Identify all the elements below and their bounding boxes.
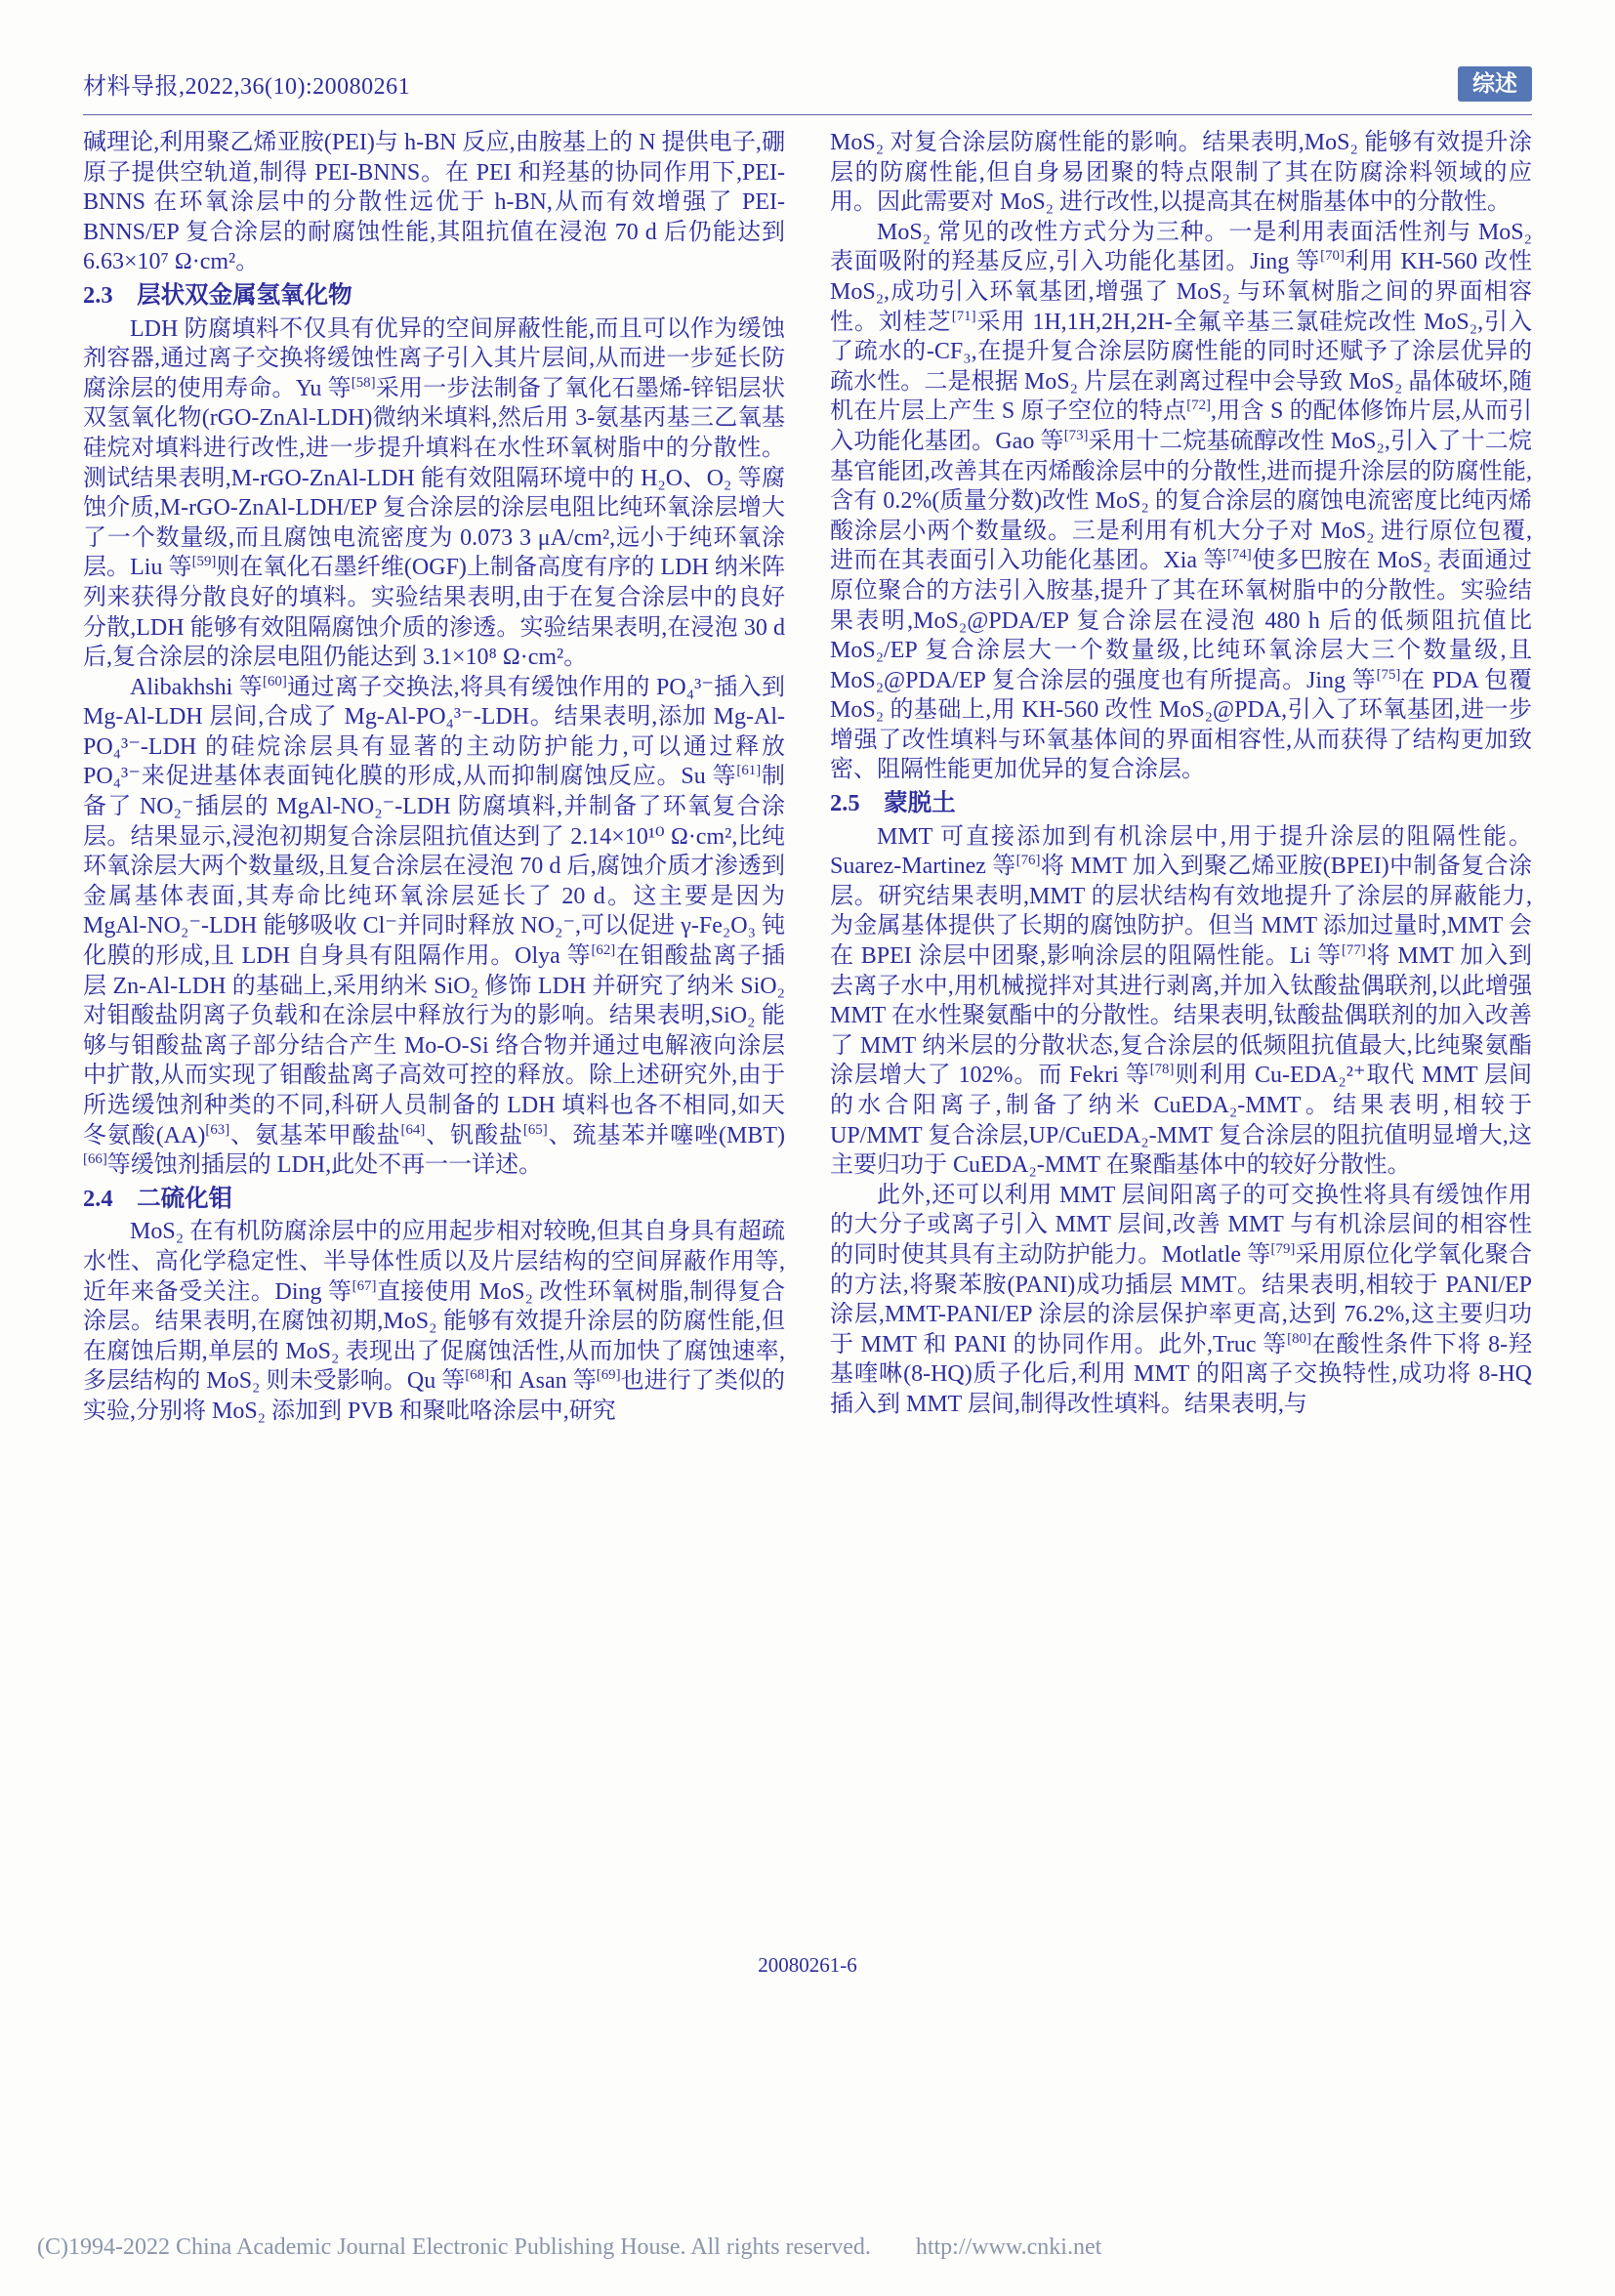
copyright-footer (37, 2234, 1578, 2261)
paragraph-ldh-alibakhshi-olya: Alibakhshi 等[60]通过离子交换法,将具有缓蚀作用的 PO₄³⁻插入到 Mg-Al-LDH 层间,合成了 Mg-Al-PO₄³⁻-LDH。结果表明,添加 Mg-Al-PO₄³⁻-LDH 的硅烷涂层具有显著的主动防护能力,可以通过释放 PO₄³⁻来促进基体表面钝化膜的形成,从而抑制腐蚀反应。Su 等[61]制备了 NO₂⁻插层的 MgAl-NO₂⁻-LDH 防腐填料,并制备了环氧复合涂层。结果显示,浸泡初期复合涂层阻抗值达到了 2.14×10¹⁰ Ω·cm²,比纯环氧涂层大两个数量级,且复合涂层在浸泡 70 d 后,腐蚀介质才渗透到金属基体表面,其寿命比纯环氧涂层延长了 20 d。这主要是因为 MgAl-NO₂⁻-LDH 能够吸收 Cl⁻并同时释放 NO₂⁻,可以促进 γ-Fe₂O₃ 钝化膜的形成,且 LDH 自身具有阻隔作用。Olya 等[62]在钼酸盐离子插层 Zn-Al-LDH 的基础上,采用纳米 SiO₂ 修饰 LDH 并研究了纳米 SiO₂ 对钼酸盐阴离子负载和在涂层中释放行为的影响。结果表明,SiO₂ 能够与钼酸盐离子部分结合产生 Mo-O-Si 络合物并通过电解液向涂层中扩散,从而实现了钼酸盐离子高效可控的释放。除上述研究外,由于所选缓蚀剂种类的不同,科研人员制备的 LDH 填料也各不相同,如天冬氨酸(AA)[63]、氨基苯甲酸盐[64]、钒酸盐[65]、巯基苯并噻唑(MBT)[66]等缓蚀剂插层的 LDH,此处不再一一详述。 (83, 673, 785, 1179)
paragraph-mos2-intro: MoS₂ 在有机防腐涂层中的应用起步相对较晚,但其自身具有超疏水性、高化学稳定性、半导体性质以及片层结构的空间屏蔽作用等,近年来备受关注。Ding 等[67]直接使用 MoS₂ 改性环氧树脂,制得复合涂层。结果表明,在腐蚀初期,MoS₂ 能够有效提升涂层的防腐性能,但在腐蚀后期,单层的 MoS₂ 表现出了促腐蚀活性,从而加快了腐蚀速率,多层结构的 MoS₂ 则未受影响。Qu 等[68]和 Asan 等[69]也进行了类似的实验,分别将 MoS₂ 添加到 PVB 和聚吡咯涂层中,研究 (83, 1219, 785, 1424)
paragraph-pei-bnns-continued: 碱理论,利用聚乙烯亚胺(PEI)与 h-BN 反应,由胺基上的 N 提供电子,硼原子提供空轨道,制得 PEI-BNNS。在 PEI 和羟基的协同作用下,PEI-BNNS 在环氧涂层中的分散性远优于 h-BN,从而有效增强了 PEI-BNNS/EP 复合涂层的耐腐蚀性能,其阻抗值在浸泡 70 d 后仍能达到 6.63×10⁷ Ω·cm²。 (83, 130, 785, 275)
page-header (83, 66, 1532, 102)
section-heading-2-4: 2.4 二硫化钼 (83, 1185, 233, 1212)
paragraph-ldh-yu-liu: LDH 防腐填料不仅具有优异的空间屏蔽性能,而且可以作为缓蚀剂容器,通过离子交换将缓蚀性离子引入其片层间,从而进一步延长防腐涂层的使用寿命。Yu 等[58]采用一步法制备了氧化石墨烯-锌铝层状双氢氧化物(rGO-ZnAl-LDH)微纳米填料,然后用 3-氨基丙基三乙氧基硅烷对填料进行改性,进一步提升填料在水性环氧树脂中的分散性。测试结果表明,M-rGO-ZnAl-LDH 能有效阻隔环境中的 H₂O、O₂ 等腐蚀介质,M-rGO-ZnAl-LDH/EP 复合涂层的涂层电阻比纯环氧涂层增大了一个数量级,而且腐蚀电流密度为 0.073 3 μA/cm²,远小于纯环氧涂层。Liu 等[59]则在氧化石墨纤维(OGF)上制备高度有序的 LDH 纳米阵列来获得分散良好的填料。实验结果表明,由于在复合涂层中的良好分散,LDH 能够有效阻隔腐蚀介质的渗透。实验结果表明,在浸泡 30 d 后,复合涂层的涂层电阻仍能达到 3.1×10⁸ Ω·cm²。 (83, 315, 785, 671)
left-column (83, 128, 785, 1944)
copyright-text: (C)1994-2022 China Academic Journal Electronic Publishing House. All rights reserved. (37, 2234, 871, 2260)
journal-citation: 材料导报,2022,36(10):20080261 (83, 74, 411, 101)
article-type-badge: 综述 (1458, 66, 1532, 102)
right-column (830, 128, 1532, 1944)
paragraph-mos2-effect-continued: MoS₂ 对复合涂层防腐性能的影响。结果表明,MoS₂ 能够有效提升涂层的防腐性能,但自身易团聚的特点限制了其在防腐涂料领域的应用。因此需要对 MoS₂ 进行改性,以提高其在树脂基体中的分散性。 (830, 130, 1532, 216)
paragraph-mmt-inhibitor-intercalation: 此外,还可以利用 MMT 层间阳离子的可交换性将具有缓蚀作用的大分子或离子引入 MMT 层间,改善 MMT 与有机涂层间的相容性的同时使其具有主动防护能力。Motlatle 等[79]采用原位化学氧化聚合的方法,将聚苯胺(PANI)成功插层 MMT。结果表明,相较于 PANI/EP 涂层,MMT-PANI/EP 涂层的涂层保护率更高,达到 76.2%,这主要归功于 MMT 和 PANI 的协同作用。此外,Truc 等[80]在酸性条件下将 8-羟基喹啉(8-HQ)质子化后,利用 MMT 的阳离子交换特性,成功将 8-HQ 插入到 MMT 层间,制得改性填料。结果表明,与 (830, 1182, 1532, 1417)
section-heading-2-5: 2.5 蒙脱土 (830, 790, 956, 817)
page-number: 20080261-6 (758, 1953, 857, 1977)
header-divider (83, 114, 1532, 115)
paragraph-mmt-barrier: MMT 可直接添加到有机涂层中,用于提升涂层的阻隔性能。Suarez-Martinez 等[76]将 MMT 加入到聚乙烯亚胺(BPEI)中制备复合涂层。研究结果表明,MMT 的层状结构有效地提升了涂层的屏蔽能力,为金属基体提供了长期的腐蚀防护。但当 MMT 添加过量时,MMT 会在 BPEI 涂层中团聚,影响涂层的阻隔性能。Li 等[77]将 MMT 加入到去离子水中,用机械搅拌对其进行剥离,并加入钛酸盐偶联剂,以此增强 MMT 在水性聚氨酯中的分散性。结果表明,钛酸盐偶联剂的加入改善了 MMT 纳米层的分散状态,复合涂层的低频阻抗值最大,比纯聚氨酯涂层增大了 102%。而 Fekri 等[78]则利用 Cu-EDA₂²⁺取代 MMT 层间的水合阳离子,制备了纳米 CuEDA₂-MMT。结果表明,相较于 UP/MMT 复合涂层,UP/CuEDA₂-MMT 复合涂层的阻抗值明显增大,这主要归功于 CuEDA₂-MMT 在聚酯基体中的较好分散性。 (830, 823, 1532, 1179)
section-heading-2-3: 2.3 层状双金属氢氧化物 (83, 281, 352, 309)
cnki-link[interactable]: http://www.cnki.net (915, 2234, 1102, 2260)
paragraph-mos2-modification-methods: MoS₂ 常见的改性方式分为三种。一是利用表面活性剂与 MoS₂ 表面吸附的羟基反应,引入功能化基团。Jing 等[70]利用 KH-560 改性 MoS₂,成功引入环氧基团,增强了 MoS₂ 与环氧树脂之间的界面相容性。刘桂芝[71]采用 1H,1H,2H,2H-全氟辛基三氯硅烷改性 MoS₂,引入了疏水的-CF₃,在提升复合涂层防腐性能的同时还赋予了涂层优异的疏水性。二是根据 MoS₂ 片层在剥离过程中会导致 MoS₂ 晶体破坏,随机在片层上产生 S 原子空位的特点[72],用含 S 的配体修饰片层,从而引入功能化基团。Gao 等[73]采用十二烷基硫醇改性 MoS₂,引入了十二烷基官能团,改善其在丙烯酸涂层中的分散性,进而提升涂层的防腐性能,含有 0.2%(质量分数)改性 MoS₂ 的复合涂层的腐蚀电流密度比纯丙烯酸涂层小两个数量级。三是利用有机大分子对 MoS₂ 进行原位包覆,进而在其表面引入功能化基团。Xia 等[74]使多巴胺在 MoS₂ 表面通过原位聚合的方法引入胺基,提升了其在环氧树脂中的分散性。实验结果表明,MoS₂@PDA/EP 复合涂层在浸泡 480 h 后的低频阻抗值比 MoS₂/EP 复合涂层大一个数量级,比纯环氧涂层大三个数量级,且 MoS₂@PDA/EP 复合涂层的强度也有所提高。Jing 等[75]在 PDA 包覆 MoS₂ 的基础上,用 KH-560 改性 MoS₂@PDA,引入了环氧基团,进一步增强了改性填料与环氧基体间的界面相容性,从而获得了结构更加致密、阻隔性能更加优异的复合涂层。 (830, 219, 1532, 783)
article-body (83, 128, 1532, 1944)
